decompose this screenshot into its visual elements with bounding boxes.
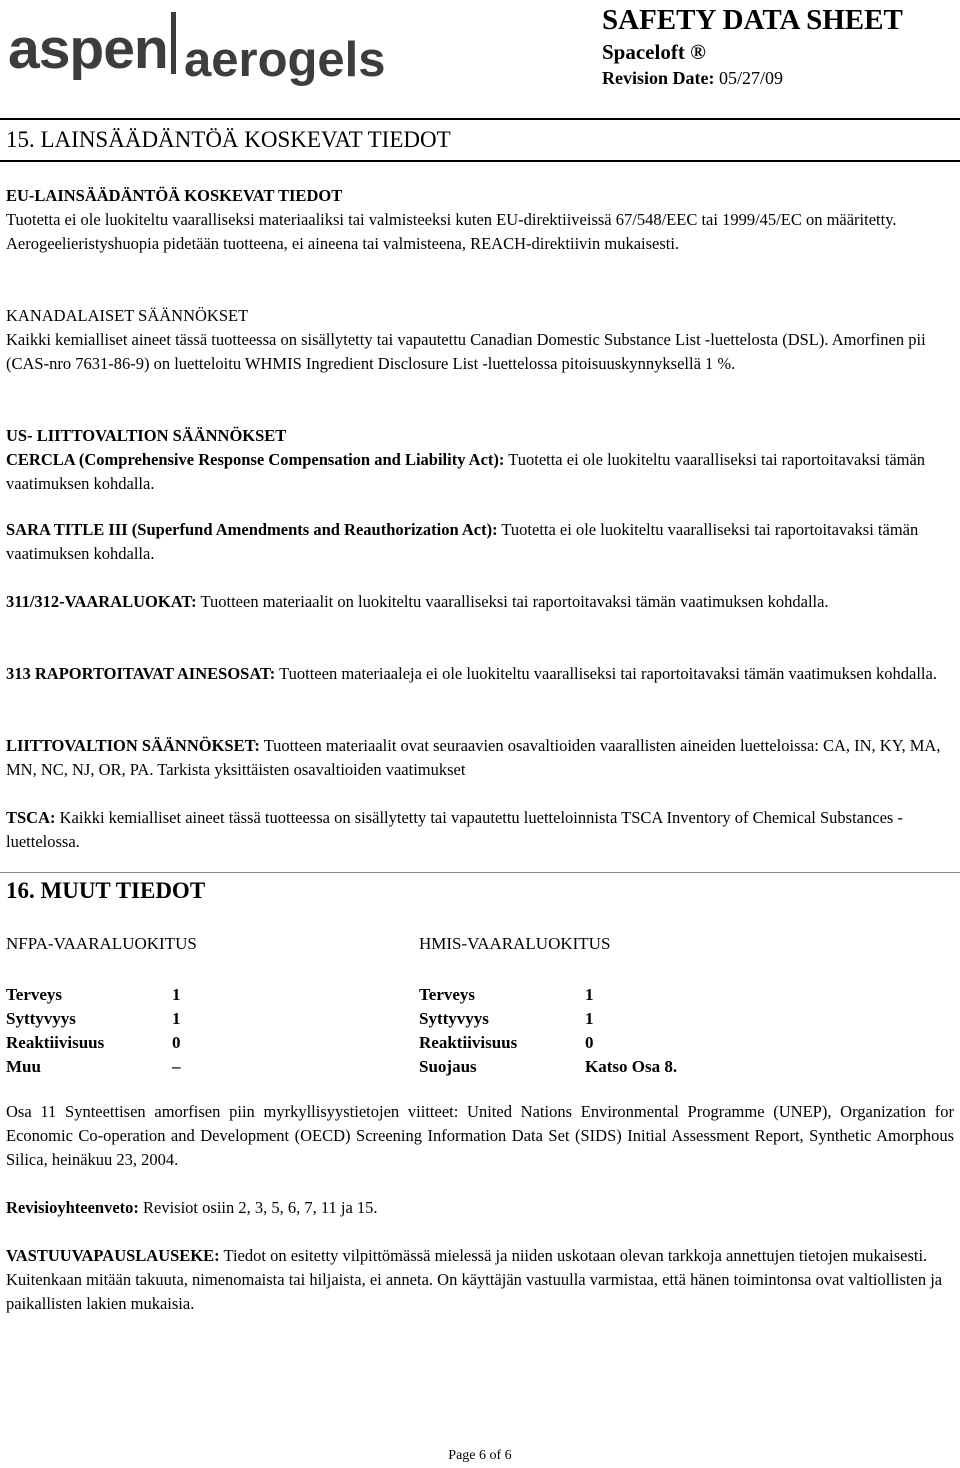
state-text: Tuotteen materiaalit ovat seuraavien osavaltioiden vaarallisten aineiden luetteloissa: CA, IN, KY, MA, MN, NC, NJ, OR, PA. Tarkista yksittäisten osavaltioiden vaatimukset — [6, 736, 941, 780]
disclaimer-label: VASTUUVAPAUSLAUSEKE: — [6, 1246, 220, 1265]
c311-text: Tuotteen materiaalit on luokiteltu vaaralliseksi tai raportoitavaksi tämän vaatimuksen kohdalla. — [200, 592, 829, 611]
hmis-label: Terveys — [419, 985, 476, 1004]
logo-divider — [171, 12, 176, 74]
canada-text: Kaikki kemialliset aineet tässä tuotteessa on sisällytetty tai vapautettu Canadian Domestic Substance List -luettelosta (DSL). Amorfinen pii (CAS-nro 7631-86-9) on luetteloitu WHMIS Ingredient Disclosure List -luettelossa pitoisuuskynnyksellä 1 %. — [6, 330, 926, 374]
references-text: Osa 11 Synteettisen amorfisen piin myrkyllisyystietojen viitteet: United Nations Environmental Programme (UNEP), Organization for Economic Co-operation and Development (OECD) Screening Information Data Set (SIDS) Initial Assessment Report, Synthetic Amorphous Silica, heinäkuu 23, 2004. — [6, 1102, 954, 1170]
sara-text: Tuotetta ei ole luokiteltu vaaralliseksi tai raportoitavaksi tämän vaatimuksen kohdalla. — [6, 520, 919, 564]
nfpa-label: Terveys — [6, 985, 63, 1004]
cercla-label: CERCLA (Comprehensive Response Compensation and Liability Act): — [6, 450, 505, 470]
tsca-label: TSCA: — [6, 808, 56, 827]
eu-heading: EU-LAINSÄÄDÄNTÖÄ KOSKEVAT TIEDOT — [6, 186, 343, 205]
nfpa-label: Muu — [6, 1057, 41, 1076]
document-title: SAFETY DATA SHEET — [602, 4, 903, 36]
revision-date — [602, 68, 783, 89]
canada-block — [6, 304, 954, 377]
hmis-label: Reaktiivisuus — [419, 1033, 518, 1052]
section-15-title: 15. LAINSÄÄDÄNTÖÄ KOSKEVAT TIEDOT — [6, 127, 451, 152]
tsca-block — [6, 806, 954, 854]
c311-label: 311/312-VAARALUOKAT: — [6, 592, 197, 611]
section-16-title: 16. MUUT TIEDOT — [6, 878, 206, 903]
state-label: LIITTOVALTION SÄÄNNÖKSET: — [6, 736, 260, 755]
hmis-label: Suojaus — [419, 1057, 477, 1076]
canada-heading: KANADALAISET SÄÄNNÖKSET — [6, 306, 249, 325]
sara-label: SARA TITLE III (Superfund Amendments and Reauthorization Act): — [6, 520, 498, 539]
disclaimer — [6, 1244, 954, 1317]
cercla-text: Tuotetta ei ole luokiteltu vaaralliseksi tai raportoitavaksi tämän vaatimuksen kohdalla. — [6, 450, 926, 494]
nfpa-value: 1 — [172, 1009, 181, 1028]
section-15-header — [0, 118, 960, 162]
c311-block — [6, 590, 954, 614]
disclaimer-text: Tiedot on esitetty vilpittömässä mielessä ja niiden uskotaan olevan tarkkoja annettujen tietojen mukaisesti. Kuitenkaan mitään takuuta, nimenomaista tai hiljaista, ei anneta. On käyttäjän vastuulla varmistaa, että hänen toimintonsa ovat valtiollisten ja paikallisten lakien mukaisia. — [6, 1246, 943, 1314]
hmis-value: 1 — [585, 1009, 594, 1028]
eu-block — [6, 184, 954, 257]
revision-summary-label: Revisioyhteenveto: — [6, 1198, 139, 1217]
hmis-label: Syttyvyys — [419, 1009, 489, 1028]
eu-text: Tuotetta ei ole luokiteltu vaaralliseksi materiaaliksi tai valmisteeksi kuten EU-direktiiveissä 67/548/EEC tai 1999/45/EC on määritetty. Aerogeelieristyshuopia pidetään tuotteena, ei aineena tai valmisteena, REACH-direktiivin mukaisesti. — [6, 210, 897, 254]
nfpa-label: Reaktiivisuus — [6, 1033, 105, 1052]
nfpa-value: 0 — [172, 1033, 181, 1052]
revision-date-value: 05/27/09 — [718, 68, 783, 88]
us-heading: US- LIITTOVALTION SÄÄNNÖKSET — [6, 426, 287, 445]
sara-block — [6, 518, 954, 566]
revision-summary-text: Revisiot osiin 2, 3, 5, 6, 7, 11 ja 15. — [143, 1198, 378, 1217]
product-name: Spaceloft ® — [602, 40, 706, 64]
c313-label: 313 RAPORTOITAVAT AINESOSAT: — [6, 664, 276, 683]
nfpa-heading: NFPA-VAARALUOKITUS — [6, 934, 197, 953]
aspen-aerogels-logo — [8, 4, 403, 96]
state-block — [6, 734, 954, 782]
hmis-value: 1 — [585, 985, 594, 1004]
revision-summary — [6, 1196, 954, 1220]
revision-date-label: Revision Date: — [602, 68, 715, 88]
nfpa-value: – — [172, 1057, 181, 1076]
nfpa-label: Syttyvyys — [6, 1009, 76, 1028]
logo-word-aerogels: aerogels — [184, 33, 386, 87]
c313-text: Tuotteen materiaaleja ei ole luokiteltu vaaralliseksi tai raportoitavaksi tämän vaatimuksen kohdalla. — [279, 664, 937, 683]
nfpa-value: 1 — [172, 985, 181, 1004]
hmis-value: 0 — [585, 1033, 594, 1052]
hmis-value: Katso Osa 8. — [585, 1057, 678, 1076]
us-block — [6, 424, 954, 497]
page-number: Page 6 of 6 — [448, 1448, 512, 1463]
logo-word-aspen: aspen — [8, 17, 168, 81]
c313-block — [6, 662, 954, 686]
tsca-text: Kaikki kemialliset aineet tässä tuotteessa on sisällytetty tai vapautettu luetteloinnista TSCA Inventory of Chemical Substances -luettelossa. — [6, 808, 903, 852]
hmis-heading: HMIS-VAARALUOKITUS — [419, 934, 611, 953]
